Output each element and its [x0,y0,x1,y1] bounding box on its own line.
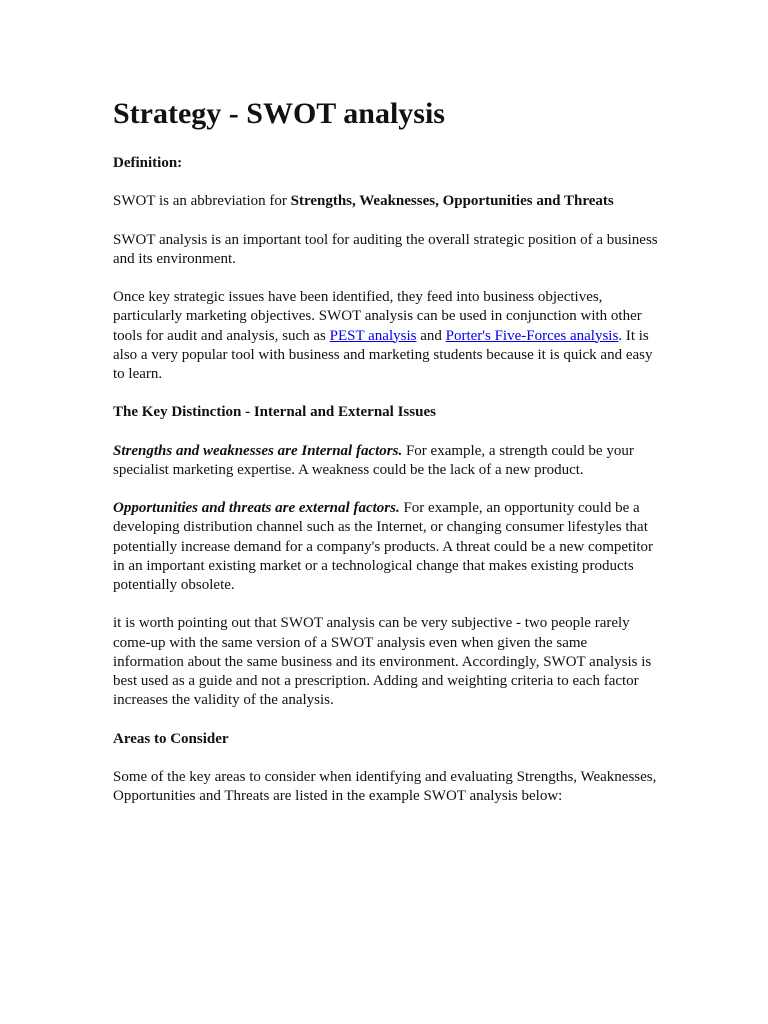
paragraph-abbreviation [113,192,661,211]
strategic-issues-text-1: Once key strategic issues have been identified, they feed into business objectives, particularly marketing objectives. SWOT analysis can be used in conjunction with other tools for audit and analysis, such as [113,289,642,344]
paragraph-areas: Some of the key areas to consider when identifying and evaluating Strengths, Weaknesses, Opportunities and Threats are listed in the example SWOT analysis below: [113,768,657,804]
paragraph-internal-factors [113,442,661,480]
internal-factors-emphasis: Strengths and weaknesses are Internal factors. [113,442,403,459]
external-factors-emphasis: Opportunities and threats are external factors. [113,500,400,517]
abbreviation-bold: Strengths, Weaknesses, Opportunities and Threats [290,193,614,210]
page-title: Strategy - SWOT analysis [113,97,445,130]
paragraph-external-factors [113,499,661,595]
areas-heading: Areas to Consider [113,730,229,747]
strategic-issues-text-2: and [416,327,446,344]
paragraph-subjectivity: it is worth pointing out that SWOT analysis can be very subjective - two people rarely come-up with the same version of a SWOT analysis even when given the same information about the same business and its environment. Accordingly, SWOT analysis is best used as a guide and not a prescription. Adding and weighting criteria to each factor increases the validity of the analysis. [113,615,652,709]
document-body [113,94,661,806]
abbreviation-text: SWOT is an abbreviation for [113,193,291,210]
strategic-issues-text-3: . It is also a very popular tool with business and marketing students because it is quick and easy to learn. [113,327,653,382]
paragraph-tool-intro: SWOT analysis is an important tool for auditing the overall strategic position of a business and its environment. [113,231,658,267]
external-factors-text: For example, an opportunity could be a developing distribution channel such as the Internet, or changing consumer lifestyles that potentially increase demand for a company's products. A threat could be a new competitor in an important existing market or a technological change that makes existing products potentially obsolete. [113,500,654,593]
paragraph-strategic-issues [113,288,661,384]
key-distinction-heading: The Key Distinction - Internal and External Issues [113,404,436,421]
porters-five-forces-link[interactable]: Porter's Five-Forces analysis [445,327,619,344]
internal-factors-text: For example, a strength could be your specialist marketing expertise. A weakness could be the lack of a new product. [113,442,634,478]
definition-heading: Definition: [113,155,183,171]
pest-analysis-link[interactable]: PEST analysis [329,327,417,344]
